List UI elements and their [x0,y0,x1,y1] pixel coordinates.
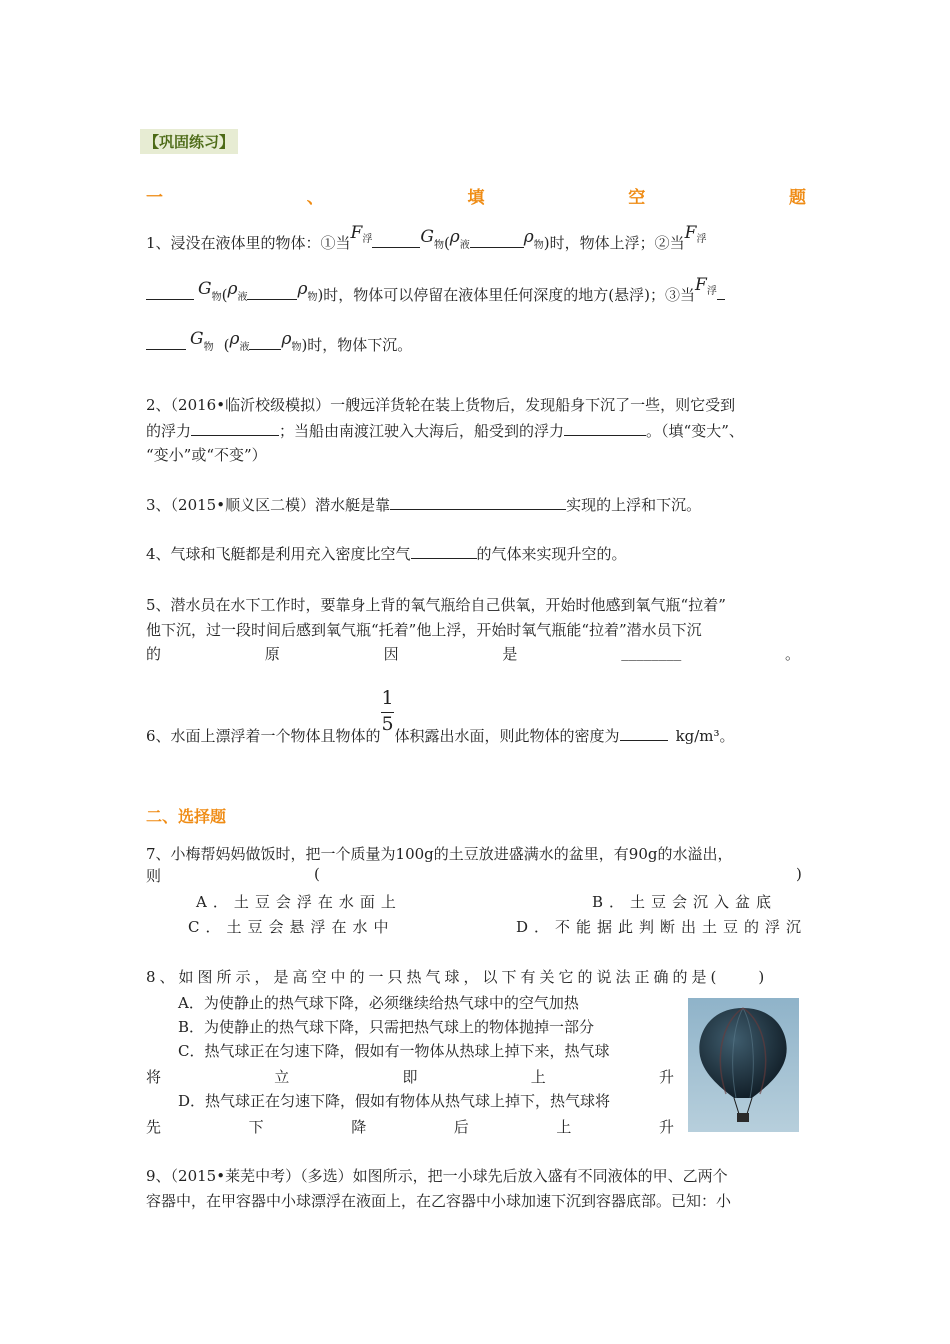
question-1-line-2: G物(ρ液 ρ物)时，物体可以停留在液体里任何深度的地方(悬浮)；③当$F^浮$ [146,284,725,309]
option-d-continued: 先 下 降 后 上 升 [146,1118,674,1136]
option-c[interactable]: C．热气球正在匀速下降，假如有一物体从热球上掉下来，热气球 [178,1042,610,1060]
question-5-line-3: 的 原 因 是 ________ 。 [146,643,800,663]
question-2-line-1: 2、（2016•临沂校级模拟）一艘远洋货轮在装上货物后，发现船身下沉了一些，则它受到 [146,396,736,414]
question-6: 6、水面上漂浮着一个物体且物体的 $\frac{1}{5}$ 体积露出水面，则此物体的密度为 kg/m³。 [146,687,735,745]
question-2-line-2: 的浮力 ；当船由南渡江驶入大海后，船受到的浮力 。（填“变大”、 [146,422,744,440]
section-header: 【巩固练习】 [140,129,238,154]
blank [249,335,281,350]
title-char: 空 [628,188,646,208]
blank [146,335,186,350]
question-7-line-1: 7、小梅帮妈妈做饭时，把一个质量为100g的土豆放进盛满水的盆里，有90g的水溢出， [146,845,733,863]
hot-air-balloon-image [688,998,799,1132]
question-2-line-3: “变小”或“不变”） [146,446,267,464]
blank [390,495,566,510]
title-char: 题 [789,188,806,208]
question-5-line-2: 他下沉，过一段时间后感到氧气瓶“托着”他上浮，开始时氧气瓶能“拉着”潜水员下沉 [146,621,702,639]
option-d[interactable]: D．不能据此判断出土豆的浮沉 [516,918,808,936]
question-8-stem: 8、如图所示，是高空中的一只热气球，以下有关它的说法正确的是( ) [146,968,769,986]
blank [191,421,279,436]
choice-section-title: 二、选择题 [146,807,227,826]
blank [717,285,725,300]
fraction: $\frac{1}{5}$ [381,687,394,735]
title-char: 一 [146,188,163,208]
blank [247,285,297,300]
question-4: 4、气球和飞艇都是利用充入密度比空气 的气体来实现升空的。 [146,545,627,563]
question-5-line-1: 5、潜水员在水下工作时，要靠身上背的氧气瓶给自己供氧，开始时他感到氧气瓶“拉着” [146,596,726,614]
title-char: 、 [306,188,324,208]
blank [411,544,477,559]
blank [620,726,668,741]
blank [146,285,194,300]
question-3: 3、（2015•顺义区二模）潜水艇是靠 实现的上浮和下沉。 [146,496,702,514]
blank [564,421,646,436]
question-1-line-3: G物 (ρ液 ρ物)时，物体下沉。 [146,334,412,359]
question-9-line-2: 容器中，在甲容器中小球漂浮在液面上，在乙容器中小球加速下沉到容器底部。已知：小 [146,1192,732,1210]
option-a[interactable]: A．土豆会浮在水面上 [196,893,402,911]
option-b[interactable]: B．为使静止的热气球下降，只需把热气球上的物体抛掉一部分 [178,1018,595,1036]
blank [470,233,524,248]
question-9-line-1: 9、（2015•莱芜中考）（多选）如图所示，把一小球先后放入盛有不同液体的甲、乙两个 [146,1167,728,1185]
option-c[interactable]: C．土豆会悬浮在水中 [188,918,395,936]
option-a[interactable]: A．为使静止的热气球下降，必须继续给热气球中的空气加热 [178,994,579,1012]
option-b[interactable]: B．土豆会沉入盆底 [592,893,778,911]
option-d[interactable]: D．热气球正在匀速下降，假如有物体从热气球上掉下，热气球将 [178,1092,611,1110]
fill-blank-title [146,183,806,208]
option-c-continued: 将 立 即 上 升 [146,1068,674,1086]
blank [372,233,420,248]
question-1-line-1: 1、浸没在液体里的物体：①当$F^浮$ G物(ρ液 ρ物)时，物体上浮；②当$F^浮$ [146,223,707,252]
title-char: 填 [467,188,485,208]
